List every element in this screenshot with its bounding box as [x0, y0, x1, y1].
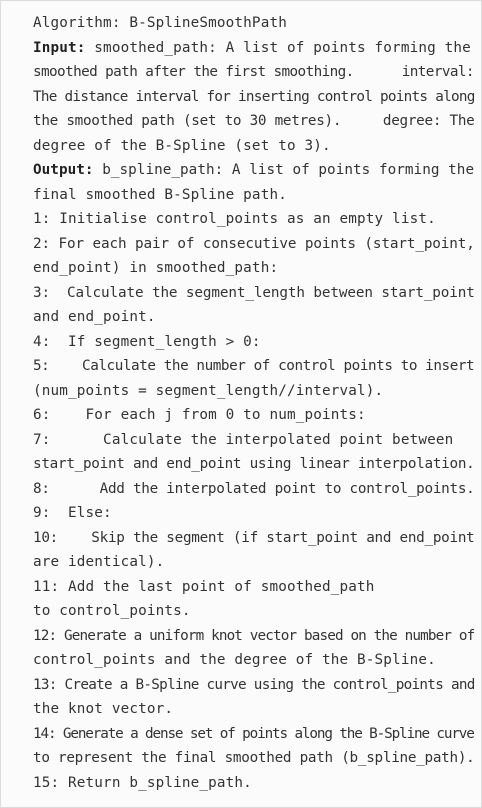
line-text: 15: Return b_spline_path. — [33, 774, 252, 791]
algorithm-line — [33, 648, 476, 673]
line-text: (num_points = segment_length//interval). — [33, 382, 384, 399]
algorithm-line — [33, 575, 476, 600]
algorithm-lines — [33, 11, 476, 795]
line-text: Algorithm: B-SplineSmoothPath — [33, 15, 287, 31]
algorithm-line — [33, 207, 476, 232]
algorithm-line — [33, 354, 476, 379]
line-text: 4: If segment_length > 0: — [33, 333, 261, 350]
line-text: final smoothed B-Spline path. — [33, 186, 287, 203]
section-label: Output: — [33, 162, 94, 178]
algorithm-line — [33, 403, 476, 428]
line-text: 11: Add the last point of smoothed_path — [33, 578, 375, 595]
line-text: b_spline_path: A list of points forming the — [93, 162, 475, 178]
algorithm-line — [33, 771, 476, 796]
line-text: the smoothed path (set to 30 metres). degree: The — [33, 113, 475, 129]
line-text: start_point and end_point using linear interpolation. — [33, 456, 475, 472]
line-text: 5: Calculate the number of control points to insert — [33, 358, 475, 374]
algorithm-line — [33, 550, 476, 575]
algorithm-line — [33, 746, 476, 771]
line-text: control_points and the degree of the B-Spline. — [33, 652, 436, 668]
algorithm-line — [33, 722, 476, 747]
line-text: 10: Skip the segment (if start_point and end_point — [33, 529, 475, 546]
line-text: are identical). — [33, 554, 165, 570]
line-text: 1: Initialise control_points as an empty list. — [33, 211, 436, 227]
line-text: end_point) in smoothed_path: — [33, 260, 279, 276]
line-text: the knot vector. — [33, 701, 174, 717]
line-text: 12: Generate a uniform knot vector based on the number of — [33, 627, 475, 644]
algorithm-line — [33, 109, 476, 134]
algorithm-line — [33, 330, 476, 355]
line-text: 13: Create a B-Spline curve using the control_points and — [33, 676, 475, 693]
algorithm-line — [33, 256, 476, 281]
section-label: Input: — [33, 39, 86, 56]
algorithm-line — [33, 526, 476, 551]
line-text: 9: Else: — [33, 505, 112, 521]
algorithm-line — [33, 11, 476, 36]
line-text: 14: Generate a dense set of points along the B-Spline curve — [33, 725, 474, 742]
algorithm-line — [33, 673, 476, 698]
algorithm-line — [33, 232, 476, 257]
line-text: and end_point. — [33, 309, 156, 325]
line-text: 7: Calculate the interpolated point between — [33, 431, 454, 448]
line-text: smoothed path after the first smoothing. interval: — [33, 64, 474, 80]
algorithm-line — [33, 158, 476, 183]
algorithm-line — [33, 60, 476, 85]
line-text: to control_points. — [33, 603, 191, 619]
line-text: smoothed_path: A list of points forming the — [85, 39, 471, 56]
algorithm-line — [33, 599, 476, 624]
line-text: 2: For each pair of consecutive points (start_point, — [33, 235, 475, 252]
algorithm-line — [33, 305, 476, 330]
algorithm-line — [33, 501, 476, 526]
line-text: The distance interval for inserting control points along — [33, 88, 475, 105]
line-text: degree of the B-Spline (set to 3). — [33, 137, 331, 154]
line-text: to represent the final smoothed path (b_spline_path). — [33, 750, 475, 766]
algorithm-line — [33, 134, 476, 159]
algorithm-line — [33, 85, 476, 110]
line-text: 8: Add the interpolated point to control_points. — [33, 480, 475, 497]
algorithm-line — [33, 452, 476, 477]
algorithm-line — [33, 183, 476, 208]
algorithm-line — [33, 379, 476, 404]
algorithm-line — [33, 428, 476, 453]
algorithm-line — [33, 624, 476, 649]
algorithm-line — [33, 697, 476, 722]
line-text: 3: Calculate the segment_length between start_point — [33, 284, 475, 301]
line-text: 6: For each j from 0 to num_points: — [33, 407, 366, 423]
algorithm-line — [33, 36, 476, 61]
algorithm-line — [33, 477, 476, 502]
algorithm-line — [33, 281, 476, 306]
